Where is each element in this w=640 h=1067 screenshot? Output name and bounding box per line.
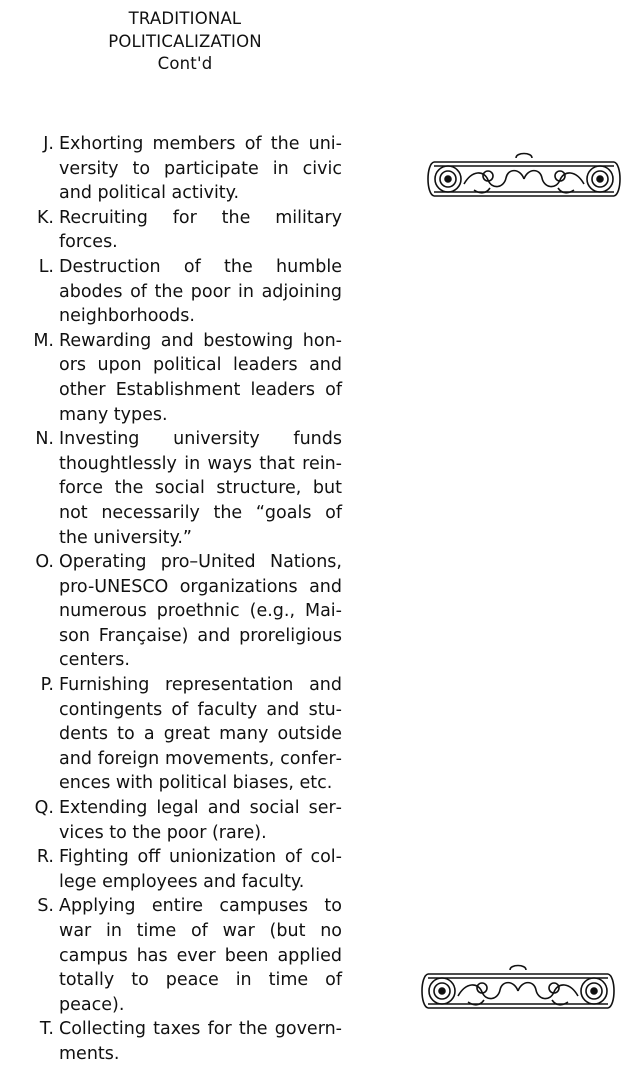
list-item xyxy=(0,206,350,255)
scroll-ornament-icon xyxy=(424,150,624,208)
item-letter: N. xyxy=(35,429,54,450)
list-item xyxy=(0,1017,350,1066)
item-letter: R. xyxy=(36,847,54,868)
item-letter: K. xyxy=(36,207,54,228)
list-item xyxy=(0,550,350,673)
list-item xyxy=(0,796,350,845)
item-letter: M. xyxy=(33,330,54,351)
item-letter: T. xyxy=(39,1019,54,1040)
item-text: Investing university funds thoughtlessly in ways that reinforce the social structure, but not necessarily the “goals of the university.” xyxy=(59,429,342,548)
item-text: Collecting taxes for the governments. xyxy=(59,1019,342,1064)
list-item xyxy=(0,894,350,1017)
item-letter: S. xyxy=(37,896,54,917)
item-letter: O. xyxy=(35,552,54,573)
item-text: Destruction of the humble abodes of the poor in adjoining neighborhoods. xyxy=(59,256,342,327)
scroll-ornament-icon xyxy=(418,962,618,1020)
item-letter: L. xyxy=(38,256,54,277)
item-letter: J. xyxy=(43,134,54,154)
item-text: Exhorting members of the university to participate in civic and political activity. xyxy=(59,134,342,204)
item-text: Fighting off unionization of college employees and faculty. xyxy=(59,847,342,892)
item-letter: Q. xyxy=(34,798,54,819)
list-item xyxy=(0,673,350,796)
list-item xyxy=(0,329,350,427)
heading-line-3: Cont'd xyxy=(157,54,213,73)
item-text: Applying entire campuses to war in time of war (but no campus has ever been applied totally to peace in time of peace). xyxy=(59,896,342,1015)
list-item xyxy=(0,427,350,550)
list-item xyxy=(0,132,350,206)
item-text: Operating pro–United Nations, pro-UNESCO organizations and numerous proethnic (e.g., Maison Française) and proreligious centers. xyxy=(59,552,342,671)
page-heading xyxy=(70,8,300,76)
heading-line-2: POLITICALIZATION xyxy=(108,31,262,51)
heading-line-1: TRADITIONAL xyxy=(128,9,242,28)
item-text: Rewarding and bestowing honors upon political leaders and other Establishment leaders of many types. xyxy=(59,330,342,425)
list-item xyxy=(0,255,350,329)
item-list xyxy=(0,132,350,1067)
item-text: Extending legal and social services to the poor (rare). xyxy=(59,798,342,843)
item-text: Furnishing representation and contingents of faculty and students to a great many outside and foreign movements, conferences with political biases, etc. xyxy=(59,675,342,794)
list-item xyxy=(0,845,350,894)
item-letter: P. xyxy=(40,675,54,696)
item-text: Recruiting for the military forces. xyxy=(59,207,342,253)
